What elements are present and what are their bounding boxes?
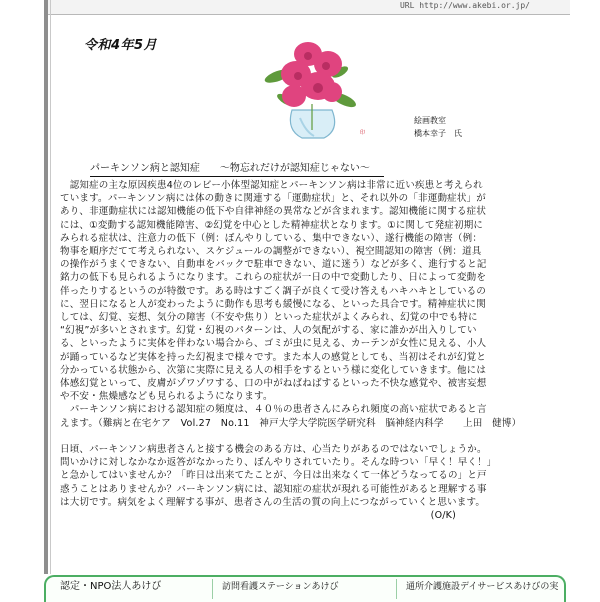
body-line: 体感幻覚といって、皮膚がゾワゾワする、口の中がねばねばするといった不快な感覚や、被害妄想 (60, 378, 487, 390)
url-text: URL http://www.akebi.or.jp/ (399, 1, 530, 10)
body-line: 惑うことはありませんか？パーキンソン病には、認知症の症状が現れる可能性があると理解する事 (60, 483, 487, 495)
spacer-line (60, 430, 564, 443)
svg-text:印: 印 (360, 130, 366, 136)
footer-station-name: 訪問看護ステーションあけび (222, 582, 339, 592)
top-strip (44, 0, 570, 15)
issue-date: 令和4年5月 (84, 38, 158, 53)
body-line: 物事を順序だてて考えられない、スケジュールの調整ができない）、視空間認知の障害（例：道具 (60, 246, 482, 258)
left-margin-bar (44, 0, 48, 574)
body-line: あり、非運動症状には認知機能の低下や自律神経の異常などが含まれます。認知機能に関する症状 (60, 206, 487, 218)
body-line: しては、幻覚、妄想、気分の障害（不安や焦り）といった症状がよくみられ、幻覚の中でも特に (60, 312, 478, 324)
footer-org-name: 認定・NPO法人あけび (60, 581, 162, 592)
body-line: 日頃、パーキンソン病患者さんと接する機会のある方は、心当たりがあるのではないでしょうか。 (60, 444, 487, 456)
footer-divider (396, 579, 397, 599)
flower-painting (256, 34, 366, 146)
signature: (O/K) (430, 510, 456, 522)
body-line: には、①変動する認知機能障害、②幻覚を中心とした精神症状となります。①に関して発症初期に (60, 219, 484, 231)
body-line: 分かっている状態から、次第に実際に見える人の相手をするという様に変化していきます。他には (60, 364, 487, 376)
footer-dayservice-name: 通所介護施設デイサービスあけびの実 (406, 582, 559, 592)
body-line: や不安・焦燥感なども見られるようになります。 (60, 391, 273, 403)
body-line: 認知症の主な原因疾患4位のレビー小体型認知症とパーキンソン病は非常に近い疾患と考えられ (60, 180, 483, 191)
article-body (60, 179, 564, 522)
body-line: が踊っているなど実体を持った幻視まで様々です。また本人の感覚としても、当初はそれが幻覚と (60, 351, 487, 363)
caption-line1: 絵画教室 (414, 116, 446, 125)
body-line: ています。パーキンソン病には体の動きに関連する「運動症状」と、それ以外の「非運動症状」が (60, 193, 486, 205)
caption-line2: 橋本幸子 氏 (414, 129, 462, 138)
body-line: の操作がうまくできない、自動車をバックで駐車できない、道に迷う）などが多く、進行すると記 (60, 259, 487, 271)
body-line: る、といったように実体を伴わない場合から、ゴミが虫に見える、カーテンが女性に見える、小人 (60, 338, 487, 350)
left-margin-rule (50, 0, 51, 574)
body-line: パーキンソン病における認知症の頻度は、４０％の患者さんにみられ頻度の高い症状であると言 (60, 404, 487, 416)
body-line: 伴ったりするというのが特徴です。ある時はすごく調子が良くて受け答えもハキハキとしているの (60, 285, 487, 297)
footer-banner (44, 575, 566, 602)
body-line: みられる症状は、注意力の低下（例：ぼんやりしている、集中できない）、遂行機能の障害（例： (60, 232, 483, 244)
petals (281, 42, 342, 107)
body-line: は大切です。病気をよく理解する事が、患者さんの生活の質の向上につながっていくと思います。 (60, 496, 486, 508)
body-line: “幻視”が多いとされます。幻覚・幻視のパターンは、人の気配がする、家に誰かが出入りしてい (60, 325, 477, 337)
body-line: 銘力の低下も見られるようになります。これらの症状が一日の中で変動したり、日によって変動を (60, 272, 487, 284)
citation-line: えます。（難病と在宅ケア Vol.27 No.11 神戸大学大学院医学研究科 脳神経内科学 上田 健博） (60, 417, 522, 429)
body-line: と急かしてはいませんか？「昨日は出来てたことが、今日は出来なくて一体どうなってるの」と戸 (60, 470, 487, 482)
body-line: 問いかけに対しなかなか返答がなかったり、ぼんやりされていたり。そんな時つい「早く！早く！」 (60, 457, 497, 469)
footer-divider (212, 579, 213, 599)
body-line: に、翌日になると人が変わったように動作も思考も緩慢になる、といった具合です。精神症状に関 (60, 298, 486, 310)
article-headline: パーキンソン病と認知症 ～物忘れだけが認知症じゃない～ (90, 162, 384, 177)
artwork-caption (414, 114, 462, 140)
